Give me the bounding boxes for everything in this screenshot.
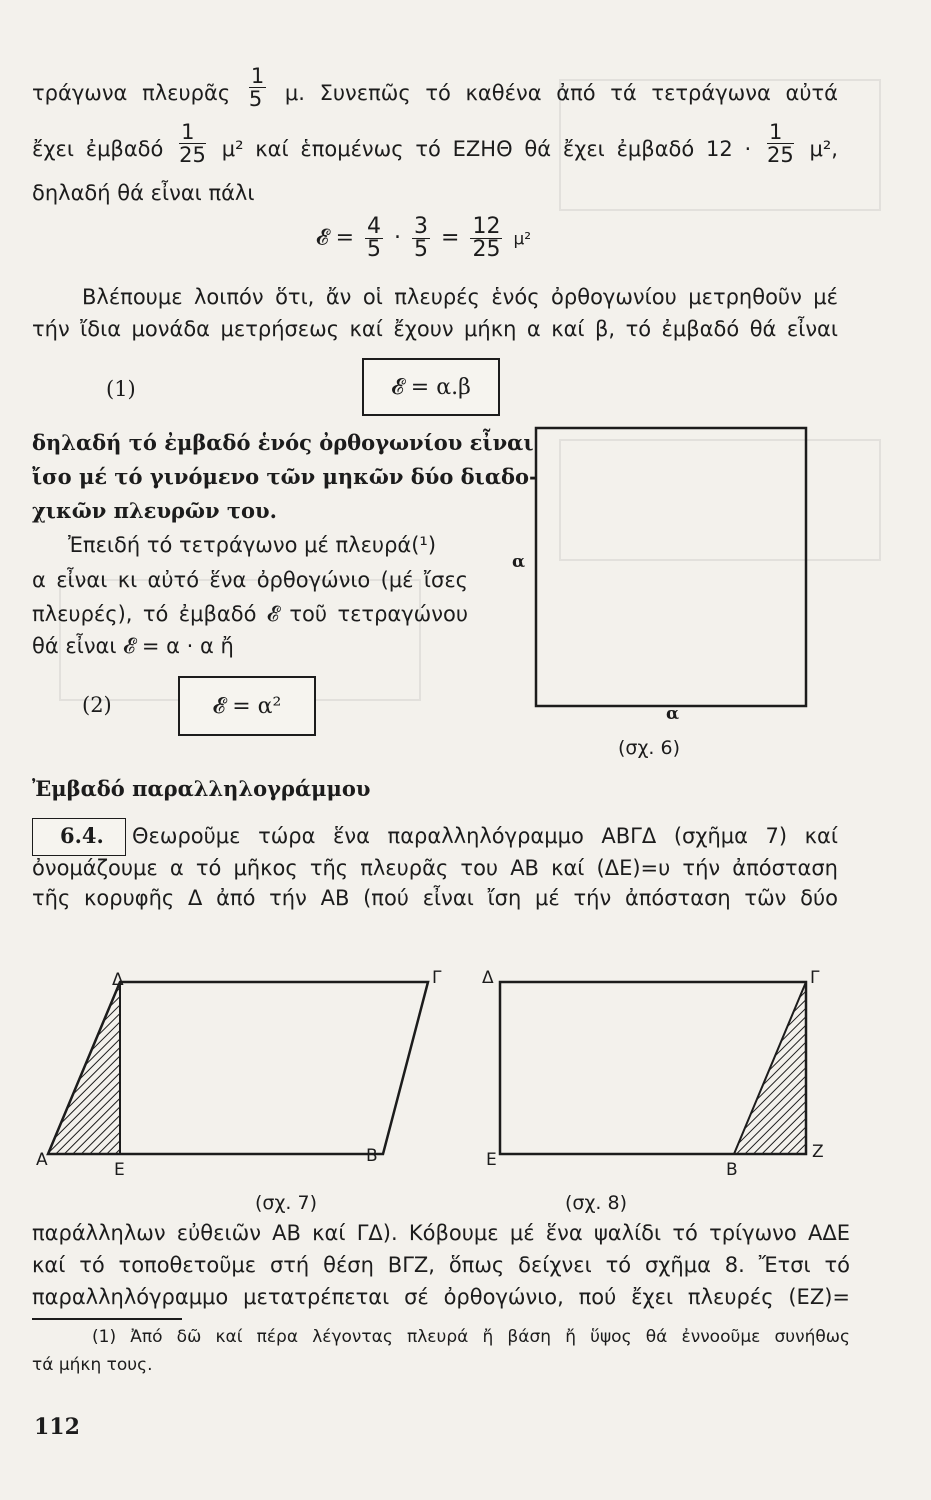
section-number: 6.4. [60,823,104,848]
figure8-point-Z: Ζ [812,1142,824,1162]
paragraph1-line3: δηλαδή θά εἶναι πάλι [32,181,255,205]
page-number: 112 [34,1414,80,1440]
figure7-point-B: Β [366,1146,378,1166]
section64-line3: τῆς κορυφῆς Δ ἀπό τήν ΑΒ (πού εἶναι ἴση μέ τήν ἀπόσταση τῶν δύο [32,886,838,910]
fraction-one-fifth: $\frac{1}{5}$ [248,63,265,111]
section64-line2: ὀνομάζουμε α τό μῆκος τῆς πλευρᾶς του ΑΒ καί (ΔΕ)=υ τήν ἀπόσταση [32,856,838,880]
fraction-one-25-b: $\frac{1}{25}$ [767,119,794,167]
figure7-point-D: Δ [112,970,124,990]
section-title: Ἐμβαδό παραλληλογράμμου [32,776,371,801]
figure6-side-left: α [512,552,526,572]
formula1-label: (1) [106,377,136,401]
formula1-box: 𝓔 = α.β [362,358,500,416]
figure8-point-D: Δ [482,968,494,988]
paragraph3-line4: θά εἶναι 𝓔 = α · α ἤ [32,634,234,658]
footnote-separator [32,1318,182,1320]
figure6-square [520,420,820,720]
figure7-point-E: Ε [114,1160,125,1180]
fraction-one-25: $\frac{1}{25}$ [179,119,206,167]
figure6-caption: (σχ. 6) [618,737,681,759]
paragraph3-line2: α εἶναι κι αὐτό ἕνα ὀρθογώνιο (μέ ἴσες [32,568,468,592]
figure7-parallelogram [20,960,460,1170]
formula2-box: 𝓔 = α² [178,676,316,736]
section64-line1: Θεωροῦμε τώρα ἕνα παραλληλόγραμμο ΑΒΓΔ (σχῆμα 7) καί [132,824,838,848]
figure8-point-E: Ε [486,1150,497,1170]
paragraph1-line2: ἔχει ἐμβαδό $\frac{1}{25}$ μ² καί ἑπομένως τό ΕΖΗΘ θά ἔχει ἐμβαδό 12 · $\frac{1}{25}$ μ², [32,119,838,167]
paragraph2-line1: Βλέπουμε λοιπόν ὅτι, ἄν οἱ πλευρές ἑνός ὀρθογωνίου μετρηθοῦν μέ [82,285,838,309]
paragraph1-line1: τράγωνα πλευρᾶς $\frac{1}{5}$ μ. Συνεπῶς τό καθένα ἀπό τά τετράγωνα αὐτά [32,63,838,111]
figure7-point-G: Γ [432,968,442,988]
paragraph3-line1: Ἐπειδή τό τετράγωνο μέ πλευρά(¹) [68,533,437,557]
formula2-label: (2) [82,693,112,717]
figure8-point-B: Β [726,1160,738,1180]
paragraph4-line1: παράλληλων εὐθειῶν ΑΒ καί ΓΔ). Κόβουμε μέ ἕνα ψαλίδι τό τρίγωνο ΑΔΕ [32,1221,850,1245]
footnote-line1: (1) Ἀπό δῶ καί πέρα λέγοντας πλευρά ἤ βάση ἤ ὕψος θά ἐννοοῦμε συνήθως [92,1327,850,1347]
area-formula: 𝓔 = $\frac{4}{5}$ · $\frac{3}{5}$ = $\frac{12}{25}$ μ² [316,214,532,262]
bold-statement-line1: δηλαδή τό ἐμβαδό ἑνός ὀρθογωνίου εἶναι [32,430,534,455]
figure8-rectangle [480,960,840,1170]
figure7-caption: (σχ. 7) [255,1192,318,1214]
paragraph3-line3: πλευρές), τό ἐμβαδό 𝓔 τοῦ τετραγώνου [32,602,468,626]
figure6-side-bottom: α [666,704,680,724]
figure8-point-G: Γ [810,968,820,988]
paragraph4-line2: καί τό τοποθετοῦμε στή θέση ΒΓΖ, ὅπως δείχνει τό σχῆμα 8. Ἔτσι τό [32,1253,850,1277]
footnote-line2: τά μήκη τους. [32,1355,153,1375]
paragraph4-line3: παραλληλόγραμμο μετατρέπεται σέ ὀρθογώνιο, πού ἔχει πλευρές (ΕΖ)= [32,1285,850,1309]
paragraph2-line2: τήν ἴδια μονάδα μετρήσεως καί ἔχουν μήκη α καί β, τό ἐμβαδό θά εἶναι [32,317,838,341]
bold-statement-line2: ἴσο μέ τό γινόμενο τῶν μηκῶν δύο διαδο- [32,464,538,489]
figure8-caption: (σχ. 8) [565,1192,628,1214]
bold-statement-line3: χικῶν πλευρῶν του. [32,498,277,523]
figure7-point-A: Α [36,1150,48,1170]
